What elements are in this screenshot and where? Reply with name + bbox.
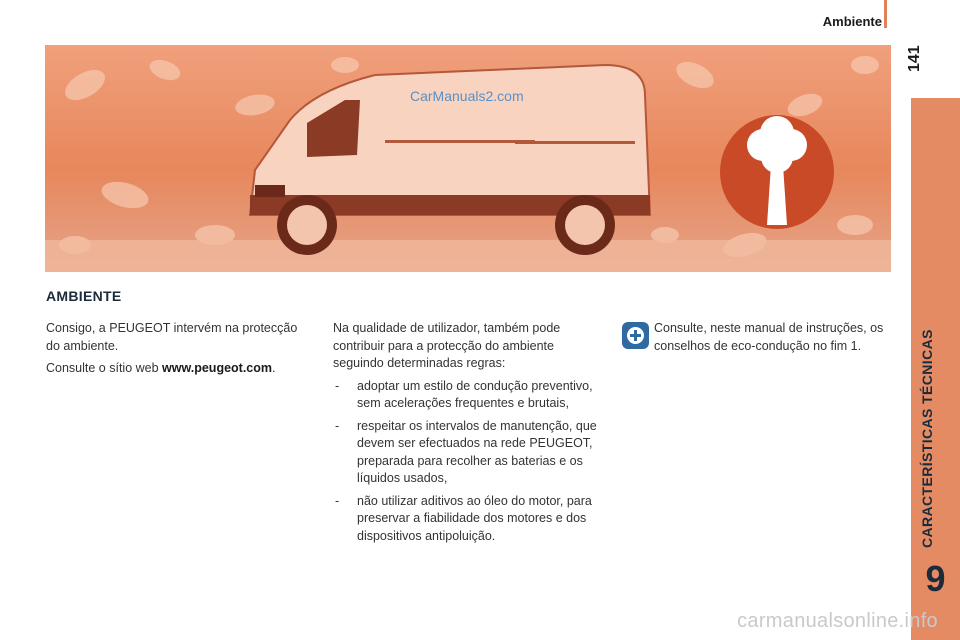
banner-watermark: CarManuals2.com — [410, 88, 524, 104]
website-suffix: . — [272, 361, 276, 375]
eco-tip-text: Consulte, neste manual de instruções, os conselhos de eco-condução no fim 1. — [654, 321, 884, 353]
footer-watermark: carmanualsonline.info — [737, 610, 938, 632]
column-rules — [333, 320, 608, 550]
website-paragraph — [46, 360, 306, 378]
chapter-section-title: CARACTERÍSTICAS TÉCNICAS — [919, 329, 935, 548]
side-tab-gap — [911, 90, 960, 98]
rules-intro: Na qualidade de utilizador, também pode contribuir para a protecção do ambiente seguindo determinadas regras: — [333, 321, 561, 370]
list-item-text: não utilizar aditivos ao óleo do motor, para preservar a fiabilidade dos motores e dos dispositivos antipoluição. — [357, 493, 592, 543]
page-number: 141 — [906, 45, 923, 72]
rules-list — [333, 378, 608, 546]
list-item-text: respeitar os intervalos de manutenção, que devem ser efectuados na rede PEUGEOT, preparada para recolher as baterias e os líquidos usados, — [357, 418, 597, 485]
column-intro — [46, 320, 306, 383]
banner-illustration — [45, 45, 891, 272]
info-plus-icon — [622, 322, 649, 349]
list-item — [333, 493, 608, 546]
column-eco-tip — [654, 320, 894, 360]
list-item — [333, 378, 608, 413]
list-dash: - — [335, 493, 340, 508]
list-item — [333, 418, 608, 488]
header-divider — [884, 0, 887, 28]
section-title: AMBIENTE — [46, 288, 122, 304]
environment-banner-image — [45, 45, 891, 272]
chapter-number: 9 — [925, 558, 946, 599]
website-link[interactable]: www.peugeot.com — [162, 361, 273, 375]
tree-icon — [720, 115, 834, 229]
list-dash: - — [335, 418, 340, 433]
website-prefix: Consulte o sítio web — [46, 361, 163, 375]
list-item-text: adoptar um estilo de condução preventivo, sem acelerações frequentes e brutais, — [357, 378, 593, 410]
intro-paragraph: Consigo, a PEUGEOT intervém na protecção do ambiente. — [46, 321, 298, 353]
page-header-title: Ambiente — [822, 14, 882, 29]
list-dash: - — [335, 378, 340, 393]
